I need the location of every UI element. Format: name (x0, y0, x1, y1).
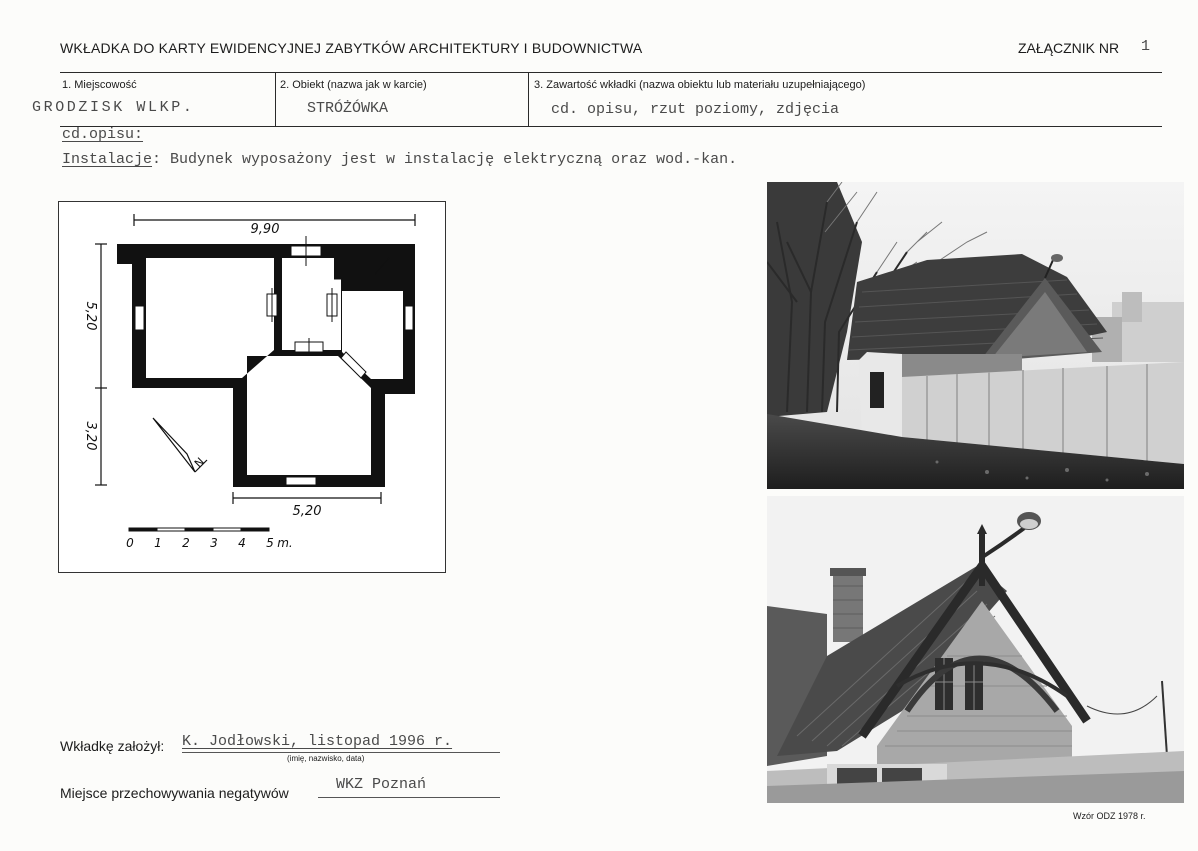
north-label: N (191, 455, 207, 471)
fields-rule (60, 126, 1162, 127)
scale-tick: 4 (238, 536, 246, 550)
contents-value: cd. opisu, rzut poziomy, zdjęcia (551, 101, 840, 118)
founder-underline (182, 752, 500, 753)
dim-top: 9,90 (250, 222, 280, 237)
photo-gable-closeup (767, 496, 1184, 803)
storage-value: WKZ Poznań (336, 776, 427, 793)
scale-tick: 2 (182, 536, 190, 550)
locality-label: 1. Miejscowość (62, 79, 137, 91)
dim-left-lower: 3,20 (83, 421, 98, 451)
storage-underline (318, 797, 500, 798)
floor-plan-drawing (59, 202, 445, 572)
scale-tick: 1 (154, 536, 162, 550)
template-label: Wzór ODZ 1978 r. (1073, 811, 1146, 821)
photo-gable-closeup-image (767, 496, 1184, 803)
founder-value: K. Jodłowski, listopad 1996 r. (182, 733, 453, 750)
scale-unit: m. (277, 536, 293, 550)
dim-bottom: 5,20 (292, 504, 322, 519)
installations-line (62, 151, 737, 168)
scale-tick: 5 (266, 536, 274, 550)
header-rule (60, 72, 1162, 73)
installations-text: : Budynek wyposażony jest w instalację elektryczną oraz wod.-kan. (152, 151, 738, 168)
contents-label: 3. Zawartość wkładki (nazwa obiektu lub materiału uzupełniającego) (534, 79, 866, 91)
field-divider (528, 72, 529, 126)
object-value: STRÓŻÓWKA (307, 100, 389, 117)
photo-gatehouse-exterior (767, 182, 1184, 489)
description-heading: cd.opisu: (62, 126, 144, 143)
object-label: 2. Obiekt (nazwa jak w karcie) (280, 79, 427, 91)
scale-bar (129, 528, 269, 531)
photo-gatehouse-exterior-image (767, 182, 1184, 489)
attachment-number: 1 (1141, 38, 1151, 55)
installations-label: Instalacje (62, 151, 153, 168)
founder-label: Wkładkę założył: (60, 738, 165, 754)
scale-tick: 0 (126, 536, 134, 550)
locality-value: GRODZISK WLKP. (32, 99, 195, 116)
storage-label: Miejsce przechowywania negatywów (60, 785, 289, 801)
floor-plan (58, 201, 446, 573)
dim-left-upper: 5,20 (83, 301, 98, 331)
field-divider (275, 72, 276, 126)
attachment-label: ZAŁĄCZNIK NR (1018, 40, 1120, 56)
form-title: WKŁADKA DO KARTY EWIDENCYJNEJ ZABYTKÓW ARCHITEKTURY I BUDOWNICTWA (60, 40, 643, 56)
founder-caption: (imię, nazwisko, data) (287, 754, 365, 763)
plan-walls (117, 244, 415, 487)
scale-tick: 3 (210, 536, 218, 550)
